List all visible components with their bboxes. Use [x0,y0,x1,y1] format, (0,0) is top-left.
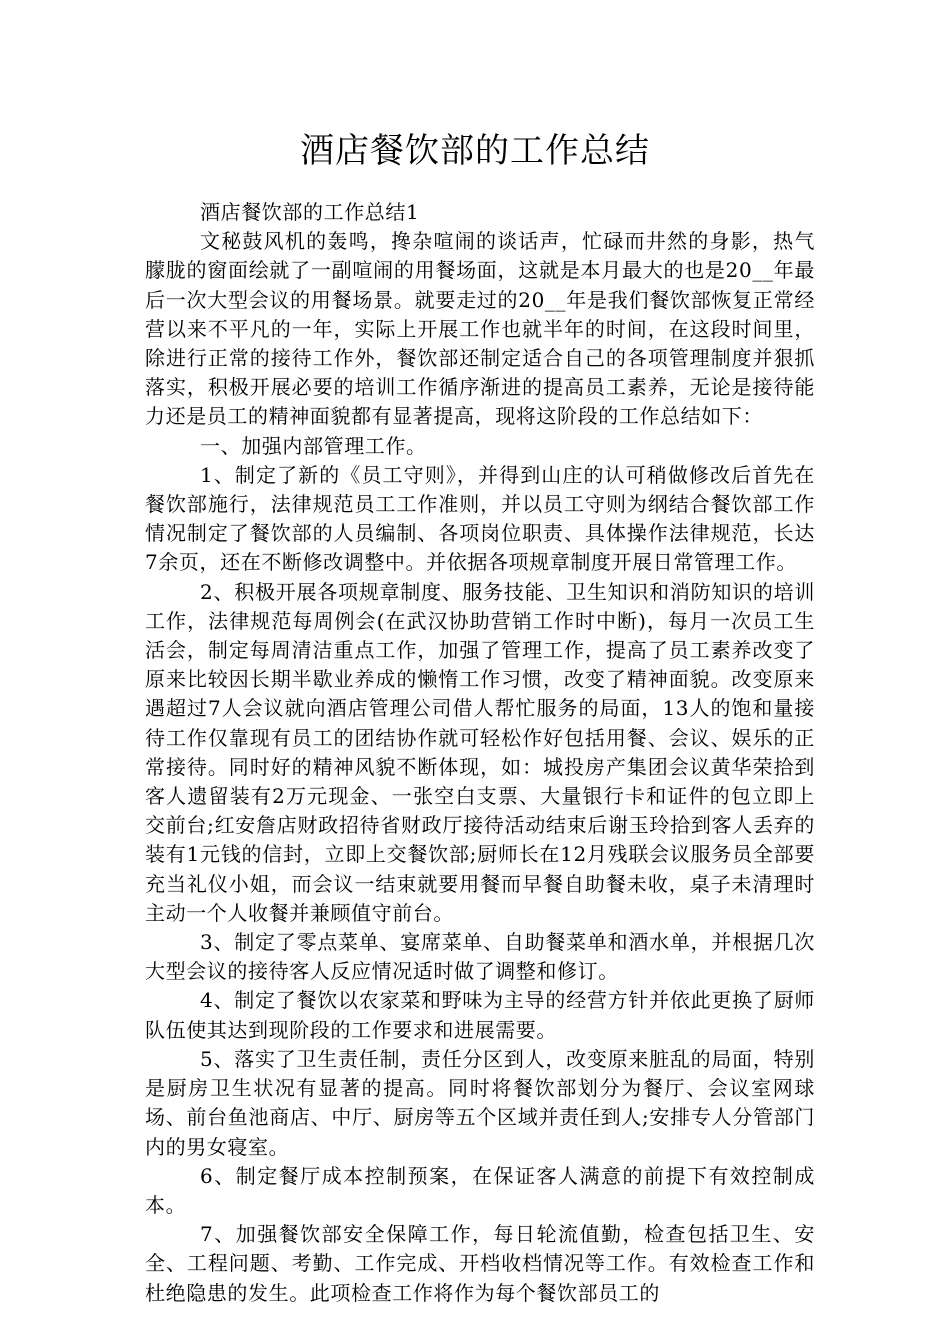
item-paragraph-4: 4、制定了餐饮以农家菜和野味为主导的经营方针并依此更换了厨师队伍使其达到现阶段的工作要求和进展需要。 [145,988,815,1042]
section-heading-summary-1: 酒店餐饮部的工作总结1 [200,200,420,224]
item-paragraph-6: 6、制定餐厅成本控制预案，在保证客人满意的前提下有效控制成本。 [145,1163,815,1217]
item-paragraph-1: 1、制定了新的《员工守则》，并得到山庄的认可稍做修改后首先在餐饮部施行，法律规范员工工作准则，并以员工守则为纲结合餐饮部工作情况制定了餐饮部的人员编制、各项岗位职责、具体操作法律规范，长达7余页，还在不断修改调整中。并依据各项规章制度开展日常管理工作。 [145,462,815,575]
item-paragraph-7: 7、加强餐饮部安全保障工作，每日轮流值勤，检查包括卫生、安全、工程问题、考勤、工作完成、开档收档情况等工作。有效检查工作和杜绝隐患的发生。此项检查工作将作为每个餐饮部员工的 [145,1222,815,1305]
item-paragraph-5: 5、落实了卫生责任制，责任分区到人，改变原来脏乱的局面，特别是厨房卫生状况有显著的提高。同时将餐饮部划分为餐厅、会议室网球场、前台鱼池商店、中厅、厨房等五个区域并责任到人;安排专人分管部门内的男女寝室。 [145,1046,815,1159]
intro-paragraph: 文秘鼓风机的轰鸣，搀杂喧闹的谈话声，忙碌而井然的身影，热气朦胧的窗面绘就了一副喧闹的用餐场面，这就是本月最大的也是20__年最后一次大型会议的用餐场景。就要走过的20__年是我们餐饮部恢复正常经营以来不平凡的一年，实际上开展工作也就半年的时间，在这段时间里，除进行正常的接待工作外，餐饮部还制定适合自己的各项管理制度并狠抓落实，积极开展必要的培训工作循序渐进的提高员工素养，无论是接待能力还是员工的精神面貌都有显著提高，现将这阶段的工作总结如下： [145,229,815,429]
section-heading-internal-management: 一、加强内部管理工作。 [200,433,427,458]
document-body [145,198,815,1308]
document-title: 酒店餐饮部的工作总结 [300,131,650,171]
item-paragraph-3: 3、制定了零点菜单、宴席菜单、自助餐菜单和酒水单，并根据几次大型会议的接待客人反应情况适时做了调整和修订。 [145,930,815,984]
item-paragraph-2: 2、积极开展各项规章制度、服务技能、卫生知识和消防知识的培训工作，法律规范每周例会(在武汉协助营销工作时中断)，每月一次员工生活会，制定每周清洁重点工作，加强了管理工作，提高了员工素养改变了原来比较因长期半歇业养成的懒惰工作习惯，改变了精神面貌。改变原来遇超过7人会议就向酒店管理公司借人帮忙服务的局面，13人的饱和量接待工作仅靠现有员工的团结协作就可轻松作好包括用餐、会议、娱乐的正常接待。同时好的精神风貌不断体现，如：城投房产集团会议黄华荣拾到客人遗留装有2万元现金、一张空白支票、大量银行卡和证件的包立即上交前台;红安詹店财政招待省财政厅接待活动结束后谢玉玲拾到客人丢弃的装有1元钱的信封，立即上交餐饮部;厨师长在12月残联会议服务员全部要充当礼仪小姐，而会议一结束就要用餐而早餐自助餐未收，桌子未清理时主动一个人收餐并兼顾值守前台。 [145,579,815,925]
